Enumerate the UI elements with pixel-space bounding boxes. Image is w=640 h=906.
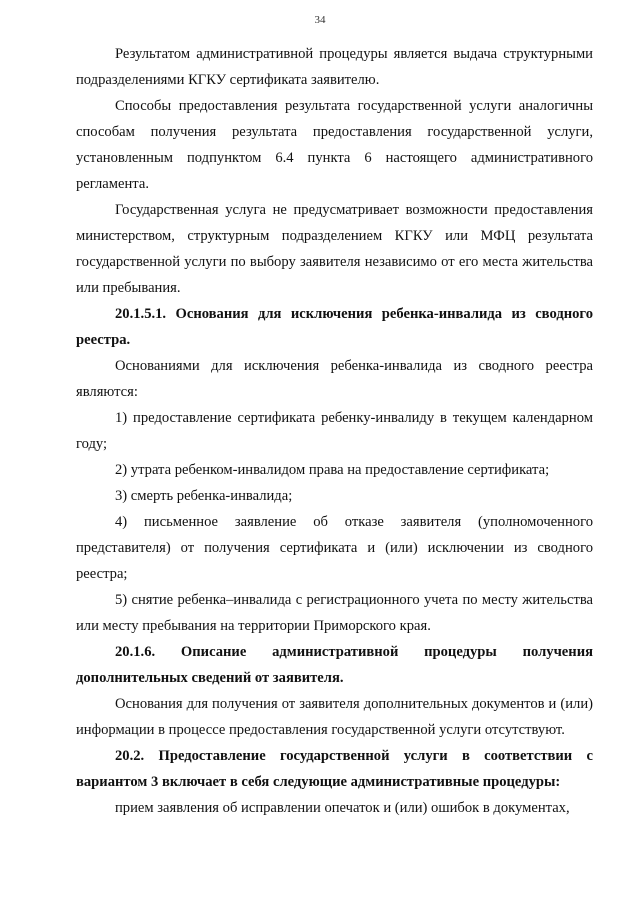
page-number: 34 [314, 14, 326, 26]
paragraph-grounds-intro: Основаниями для исключения ребенка-инвалида из сводного реестра являются: [76, 358, 593, 400]
section-heading-20-1-5-1: 20.1.5.1. Основания для исключения ребенка-инвалида из сводного реестра. [76, 306, 593, 348]
list-item-1: 1) предоставление сертификата ребенку-инвалиду в текущем календарном году; [76, 410, 593, 452]
document-body [76, 41, 593, 821]
paragraph-result: Результатом административной процедуры является выдача структурными подразделениями КГКУ сертификата заявителю. [76, 46, 593, 88]
list-item-4: 4) письменное заявление об отказе заявителя (уполномоченного представителя) от получения сертификата и (или) исключении из сводного реестра; [76, 514, 593, 582]
list-item-3: 3) смерть ребенка-инвалида; [115, 488, 293, 504]
paragraph-methods: Способы предоставления результата государственной услуги аналогичны способам получения результата предоставления государственной услуги, установленным подпунктом 6.4 пункта 6 настоящего административного регламента. [76, 98, 593, 192]
list-item-2: 2) утрата ребенком-инвалидом права на предоставление сертификата; [115, 462, 550, 478]
section-heading-20-1-6: 20.1.6. Описание административной процедуры получения дополнительных сведений от заявителя. [76, 644, 593, 686]
section-heading-20-2: 20.2. Предоставление государственной услуги в соответствии с вариантом 3 включает в себя следующие административные процедуры: [76, 748, 593, 790]
paragraph-continuation: прием заявления об исправлении опечаток и (или) ошибок в документах, [115, 800, 570, 816]
list-item-5: 5) снятие ребенка–инвалида с регистрационного учета по месту жительства или месту пребывания на территории Приморского края. [76, 592, 593, 634]
paragraph-no-additional: Основания для получения от заявителя дополнительных документов и (или) информации в процессе предоставления государственной услуги отсутствуют. [76, 696, 593, 738]
paragraph-no-option: Государственная услуга не предусматривает возможности предоставления министерством, структурным подразделением КГКУ или МФЦ результата государственной услуги по выбору заявителя независимо от его места жительства или пребывания. [76, 202, 593, 296]
